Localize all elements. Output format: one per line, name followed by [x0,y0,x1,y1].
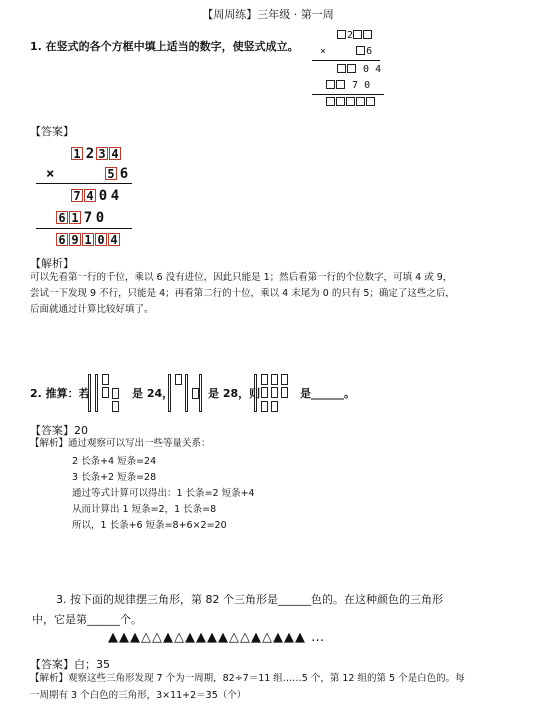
q3-answer: 【答案】白；35 [30,658,110,671]
q2-analysis-line-2: 3 长条+2 短条=28 [72,472,157,483]
q1-ans-rule-1 [36,183,132,184]
q3-prompt-line-1: 3. 按下面的规律摆三角形，第 82 个三角形是______色的。在这种颜色的三角形 [56,593,443,606]
q1-prompt: 1. 在竖式的各个方框中填上适当的数字，使竖式成立。 [30,40,299,53]
q3-prompt-line-2: 中，它是第______个。 [32,613,142,626]
q2-prompt-start: 2. 推算：若 [30,387,90,400]
q2-is-a: 是 24， [132,387,174,400]
stick-figure-b [168,374,202,412]
q1-row1: 2 [337,30,373,41]
stick-figure-c [254,374,294,412]
q2-analysis-line-1: 2 长条+4 短条=24 [72,456,157,467]
q1-ans-row3: 7 4 0 4 [71,188,121,204]
q3-triangle-sequence: ▲▲▲△△▲△▲▲▲▲△△▲△▲▲▲ … [108,630,326,645]
q1-ans-row2: × 5 6 [46,166,129,182]
q1-ans-row1: 1 2 3 4 [71,146,122,162]
q2-analysis-line-4: 从而计算出 1 短条=2，1 长条=8 [72,504,217,515]
q3-analysis-line-1: 【解析】观察这些三角形发现 7 个为一周期，82÷7＝11 组……5 个，第 12 组的第 5 个是白色的。每 [30,673,465,684]
q2-is-b: 是 28，则 [208,387,261,400]
q1-answer-label: 【答案】 [30,125,74,138]
q1-row2: × 6 [320,46,373,57]
page-title: 【周周练】三年级 · 第一周 [202,8,334,21]
q3-analysis-line-2: 一周期有 3 个白色的三角形，3×11+2＝35（个） [30,690,247,701]
q1-ans-row5: 6 9 1 0 4 [56,232,121,248]
q1-analysis-line-3: 后面就通过计算比较好填了。 [30,304,154,315]
q1-analysis-label: 【解析】 [30,257,74,270]
q2-analysis-intro: 【解析】通过观察可以写出一些等量关系： [30,438,211,449]
q1-ans-rule-2 [36,228,132,229]
q2-is-c: 是______。 [300,387,355,400]
q2-analysis-line-5: 所以，1 长条+6 短条=8+6×2=20 [72,520,227,531]
q1-row5 [326,97,376,108]
q2-blank: ______ [311,387,344,400]
q1-rule-2 [312,94,384,95]
q1-row3: 0 4 [337,64,381,75]
stick-figure-a [88,374,124,412]
q2-analysis-line-3: 通过等式计算可以得出：1 长条=2 短条+4 [72,488,255,499]
q2-answer: 【答案】20 [30,424,88,437]
q1-rule-1 [312,60,380,61]
q1-ans-row4: 6 1 7 0 [56,210,106,226]
q1-analysis-line-2: 尝试一下发现 9 不行，只能是 4；再看第二行的十位，乘以 4 末尾为 0 的只有 5；确定了这些之后， [30,288,455,299]
q1-row4: 7 0 [326,80,370,91]
q1-analysis-line-1: 可以先看第一行的千位，乘以 6 没有进位，因此只能是 1；然后看第一行的个位数字，可填 4 或 9， [30,272,453,283]
